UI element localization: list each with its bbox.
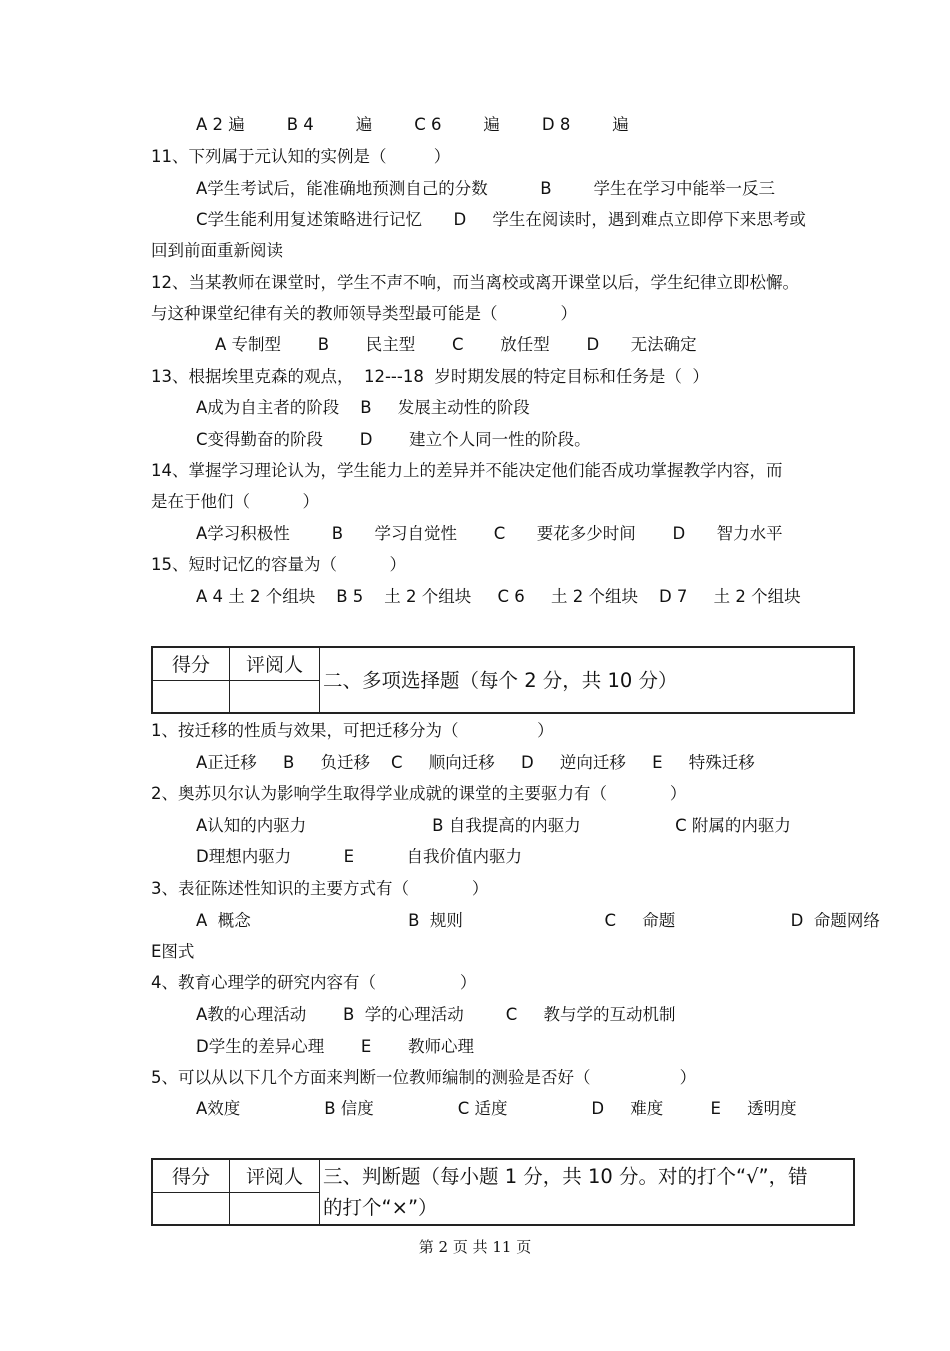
m1-stem: 1、按迁移的性质与效果，可把迁移分为（ ） — [151, 721, 554, 740]
q12-stem-cont: 与这种课堂纪律有关的教师领导类型最可能是（ ） — [151, 304, 577, 323]
q14-options: A学习积极性 B 学习自觉性 C 要花多少时间 D 智力水平 — [196, 524, 783, 543]
section-3-title — [320, 1159, 855, 1225]
reviewer-header: 评阅人 — [230, 647, 320, 680]
q11-options-cd: C学生能利用复述策略进行记忆 D 学生在阅读时，遇到难点立即停下来思考或 — [196, 210, 806, 229]
score-cell — [152, 680, 230, 713]
q11-stem: 11、下列属于元认知的实例是（ ） — [151, 147, 451, 166]
m3-options-e: E图式 — [151, 942, 195, 961]
section-2-title: 二、多项选择题（每个 2 分，共 10 分） — [320, 647, 855, 713]
q12-options: A 专制型 B 民主型 C 放任型 D 无法确定 — [215, 335, 697, 354]
m3-options-abcd: A 概念 B 规则 C 命题 D 命题网络 — [196, 911, 880, 930]
score-table-section-2 — [151, 646, 855, 714]
score-table-section-3 — [151, 1158, 855, 1226]
section-3-title-line-1: 三、判断题（每小题 1 分，共 10 分。对的打个“√”，错 — [323, 1165, 808, 1188]
q14-stem: 14、掌握学习理论认为，学生能力上的差异并不能决定他们能否成功掌握教学内容，而 — [151, 461, 783, 480]
q13-options-cd: C变得勤奋的阶段 D 建立个人同一性的阶段。 — [196, 430, 591, 449]
score-header: 得分 — [152, 647, 230, 680]
reviewer-cell — [230, 680, 320, 713]
section-3-title-line-2: 的打个“×”） — [323, 1196, 438, 1219]
m2-options-abc: A认知的内驱力 B 自我提高的内驱力 C 附属的内驱力 — [196, 816, 791, 835]
page-footer: 第 2 页 共 11 页 — [418, 1238, 532, 1256]
q15-stem: 15、短时记忆的容量为（ ） — [151, 555, 406, 574]
score-header: 得分 — [152, 1159, 230, 1192]
m3-stem: 3、表征陈述性知识的主要方式有（ ） — [151, 879, 489, 898]
m4-options-de: D学生的差异心理 E 教师心理 — [196, 1037, 475, 1056]
m4-stem: 4、教育心理学的研究内容有（ ） — [151, 973, 477, 992]
q13-options-ab: A成为自主者的阶段 B 发展主动性的阶段 — [196, 398, 530, 417]
m5-options: A效度 B 信度 C 适度 D 难度 E 透明度 — [196, 1099, 797, 1118]
q15-options: A 4 土 2 个组块 B 5 土 2 个组块 C 6 土 2 个组块 D 7 土 2 个组块 — [196, 587, 801, 606]
m4-options-abc: A教的心理活动 B 学的心理活动 C 教与学的互动机制 — [196, 1005, 676, 1024]
q10-options: A 2 遍 B 4 遍 C 6 遍 D 8 遍 — [196, 115, 629, 134]
m1-options: A正迁移 B 负迁移 C 顺向迁移 D 逆向迁移 E 特殊迁移 — [196, 753, 755, 772]
m5-stem: 5、可以从以下几个方面来判断一位教师编制的测验是否好（ ） — [151, 1068, 697, 1087]
m2-stem: 2、奥苏贝尔认为影响学生取得学业成就的课堂的主要驱力有（ ） — [151, 784, 687, 803]
q12-stem: 12、当某教师在课堂时，学生不声不响，而当离校或离开课堂以后，学生纪律立即松懈。 — [151, 273, 799, 292]
q13-stem: 13、根据埃里克森的观点， 12---18 岁时期发展的特定目标和任务是（ ） — [151, 367, 709, 386]
q11-options-cd-cont: 回到前面重新阅读 — [151, 241, 283, 260]
reviewer-cell — [230, 1192, 320, 1225]
m2-options-de: D理想内驱力 E 自我价值内驱力 — [196, 847, 523, 866]
reviewer-header: 评阅人 — [230, 1159, 320, 1192]
q11-options-ab: A学生考试后，能准确地预测自己的分数 B 学生在学习中能举一反三 — [196, 179, 776, 198]
q14-stem-cont: 是在于他们（ ） — [151, 492, 319, 511]
score-cell — [152, 1192, 230, 1225]
